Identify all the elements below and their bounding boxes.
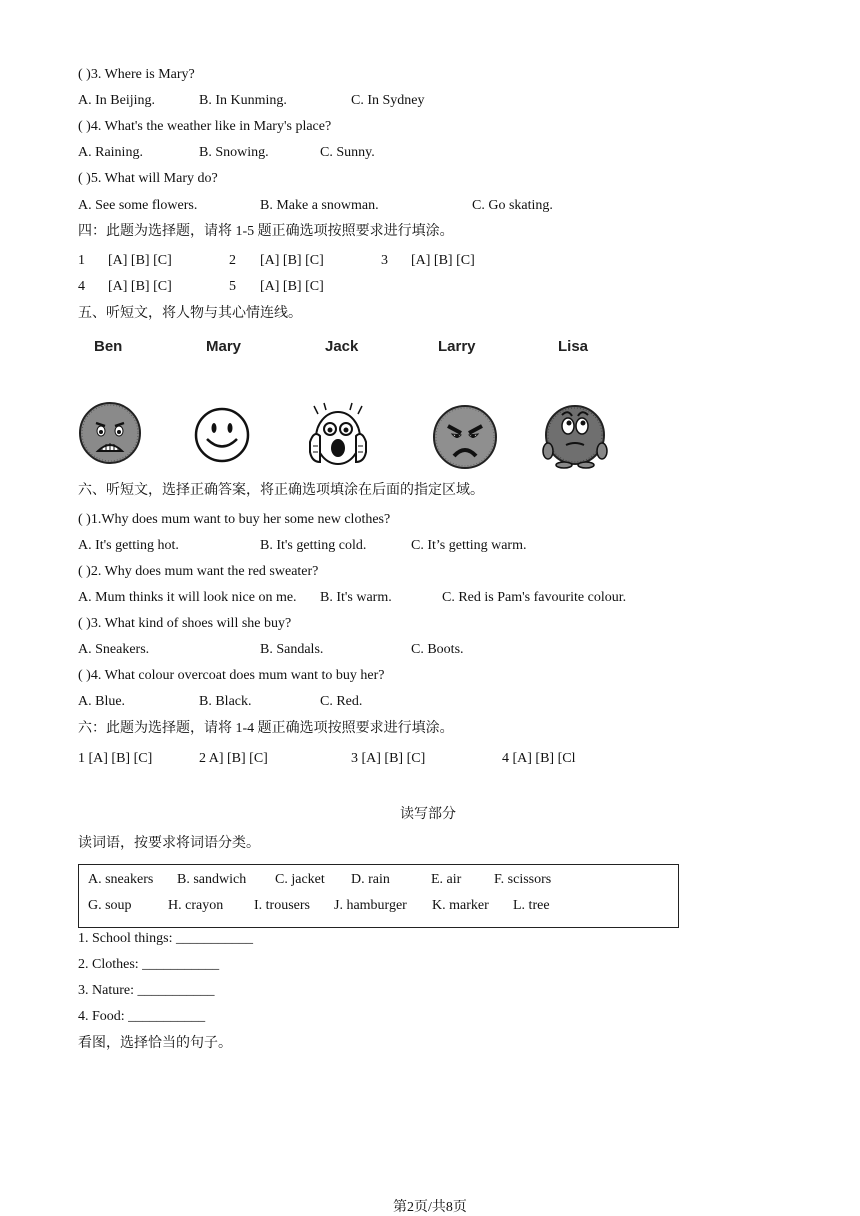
scared-face-icon <box>306 402 370 472</box>
word-item: J. hamburger <box>334 898 407 913</box>
reading-writing-title: 读写部分 <box>400 807 456 822</box>
part6-question-4-option-c: C. Red. <box>320 694 363 709</box>
question-5-option-c: C. Go skating. <box>472 198 553 213</box>
word-item: C. jacket <box>275 872 325 887</box>
part6-question-2-stem: ( )2. Why does mum want the red sweater? <box>78 564 319 579</box>
answer-bubbles[interactable]: [A] [B] [C] <box>108 279 172 294</box>
part6-question-1-stem: ( )1.Why does mum want to buy her some new clothes? <box>78 512 391 527</box>
part6-question-2-option-a: A. Mum thinks it will look nice on me. <box>78 590 297 605</box>
section-6b-heading: 六：此题为选择题，请将 1-4 题正确选项按照要求进行填涂。 <box>78 721 454 736</box>
part6-question-2-option-b: B. It's warm. <box>320 590 392 605</box>
answer-number: 5 <box>229 279 236 294</box>
answer-row-2[interactable]: 2 A] [B] [C] <box>199 751 268 766</box>
part6-question-3-option-c: C. Boots. <box>411 642 464 657</box>
question-4-option-c: C. Sunny. <box>320 145 375 160</box>
word-item: G. soup <box>88 898 132 913</box>
part6-question-2-option-c: C. Red is Pam's favourite colour. <box>442 590 627 605</box>
person-larry: Larry <box>438 338 476 355</box>
question-5-option-a: A. See some flowers. <box>78 198 198 213</box>
answer-row-3[interactable]: 3 [A] [B] [C] <box>351 751 426 766</box>
answer-bubbles[interactable]: [A] [B] [C] <box>108 253 172 268</box>
sad-face-icon <box>78 401 142 465</box>
classify-instruction: 读词语，按要求将词语分类。 <box>78 836 260 851</box>
answer-number: 3 <box>381 253 388 268</box>
word-item: B. sandwich <box>177 872 247 887</box>
part6-question-3-option-a: A. Sneakers. <box>78 642 150 657</box>
answer-bubbles[interactable]: [A] [B] [C] <box>411 253 475 268</box>
part6-question-1-option-a: A. It's getting hot. <box>78 538 179 553</box>
word-item: A. sneakers <box>88 872 154 887</box>
worried-face-icon <box>542 401 608 469</box>
category-clothes[interactable]: 2. Clothes: ___________ <box>78 957 220 972</box>
word-item: D. rain <box>351 872 390 887</box>
category-nature[interactable]: 3. Nature: ___________ <box>78 983 215 998</box>
question-3-option-a: A. In Beijing. <box>78 93 155 108</box>
part6-question-3-option-b: B. Sandals. <box>260 642 324 657</box>
section-4-heading: 四：此题为选择题，请将 1-5 题正确选项按照要求进行填涂。 <box>78 224 454 239</box>
question-5-stem: ( )5. What will Mary do? <box>78 171 218 186</box>
word-item: F. scissors <box>494 872 552 887</box>
answer-number: 4 <box>78 279 85 294</box>
part6-question-1-option-b: B. It's getting cold. <box>260 538 367 553</box>
word-item: I. trousers <box>254 898 310 913</box>
answer-row-4[interactable]: 4 [A] [B] [Cl <box>502 751 576 766</box>
question-3-option-b: B. In Kunming. <box>199 93 287 108</box>
part6-question-1-option-c: C. It’s getting warm. <box>411 538 527 553</box>
word-item: L. tree <box>513 898 550 913</box>
category-food[interactable]: 4. Food: ___________ <box>78 1009 206 1024</box>
smiley-face-icon <box>193 406 251 464</box>
person-jack: Jack <box>325 338 359 355</box>
part6-question-4-option-a: A. Blue. <box>78 694 126 709</box>
section-5-heading: 五、听短文，将人物与其心情连线。 <box>78 306 302 321</box>
answer-row-1[interactable]: 1 [A] [B] [C] <box>78 751 153 766</box>
answer-number: 2 <box>229 253 236 268</box>
category-school-things[interactable]: 1. School things: ___________ <box>78 931 254 946</box>
part6-question-4-stem: ( )4. What colour overcoat does mum want to buy her? <box>78 668 385 683</box>
word-item: E. air <box>431 872 462 887</box>
part6-question-3-stem: ( )3. What kind of shoes will she buy? <box>78 616 292 631</box>
page-footer: 第2页/共8页 <box>393 1200 467 1215</box>
answer-bubbles[interactable]: [A] [B] [C] <box>260 253 324 268</box>
section-6-heading: 六、听短文，选择正确答案，将正确选项填涂在后面的指定区域。 <box>78 483 484 498</box>
word-item: H. crayon <box>168 898 224 913</box>
picture-instruction: 看图，选择恰当的句子。 <box>78 1036 232 1051</box>
word-item: K. marker <box>432 898 489 913</box>
question-5-option-b: B. Make a snowman. <box>260 198 379 213</box>
part6-question-4-option-b: B. Black. <box>199 694 252 709</box>
question-4-option-a: A. Raining. <box>78 145 143 160</box>
question-3-option-c: C. In Sydney <box>351 93 425 108</box>
answer-bubbles[interactable]: [A] [B] [C] <box>260 279 324 294</box>
question-4-stem: ( )4. What's the weather like in Mary's place? <box>78 119 332 134</box>
question-3-stem: ( )3. Where is Mary? <box>78 67 195 82</box>
person-ben: Ben <box>94 338 123 355</box>
angry-face-icon <box>432 404 498 470</box>
question-4-option-b: B. Snowing. <box>199 145 269 160</box>
answer-number: 1 <box>78 253 85 268</box>
person-mary: Mary <box>206 338 242 355</box>
person-lisa: Lisa <box>558 338 589 355</box>
